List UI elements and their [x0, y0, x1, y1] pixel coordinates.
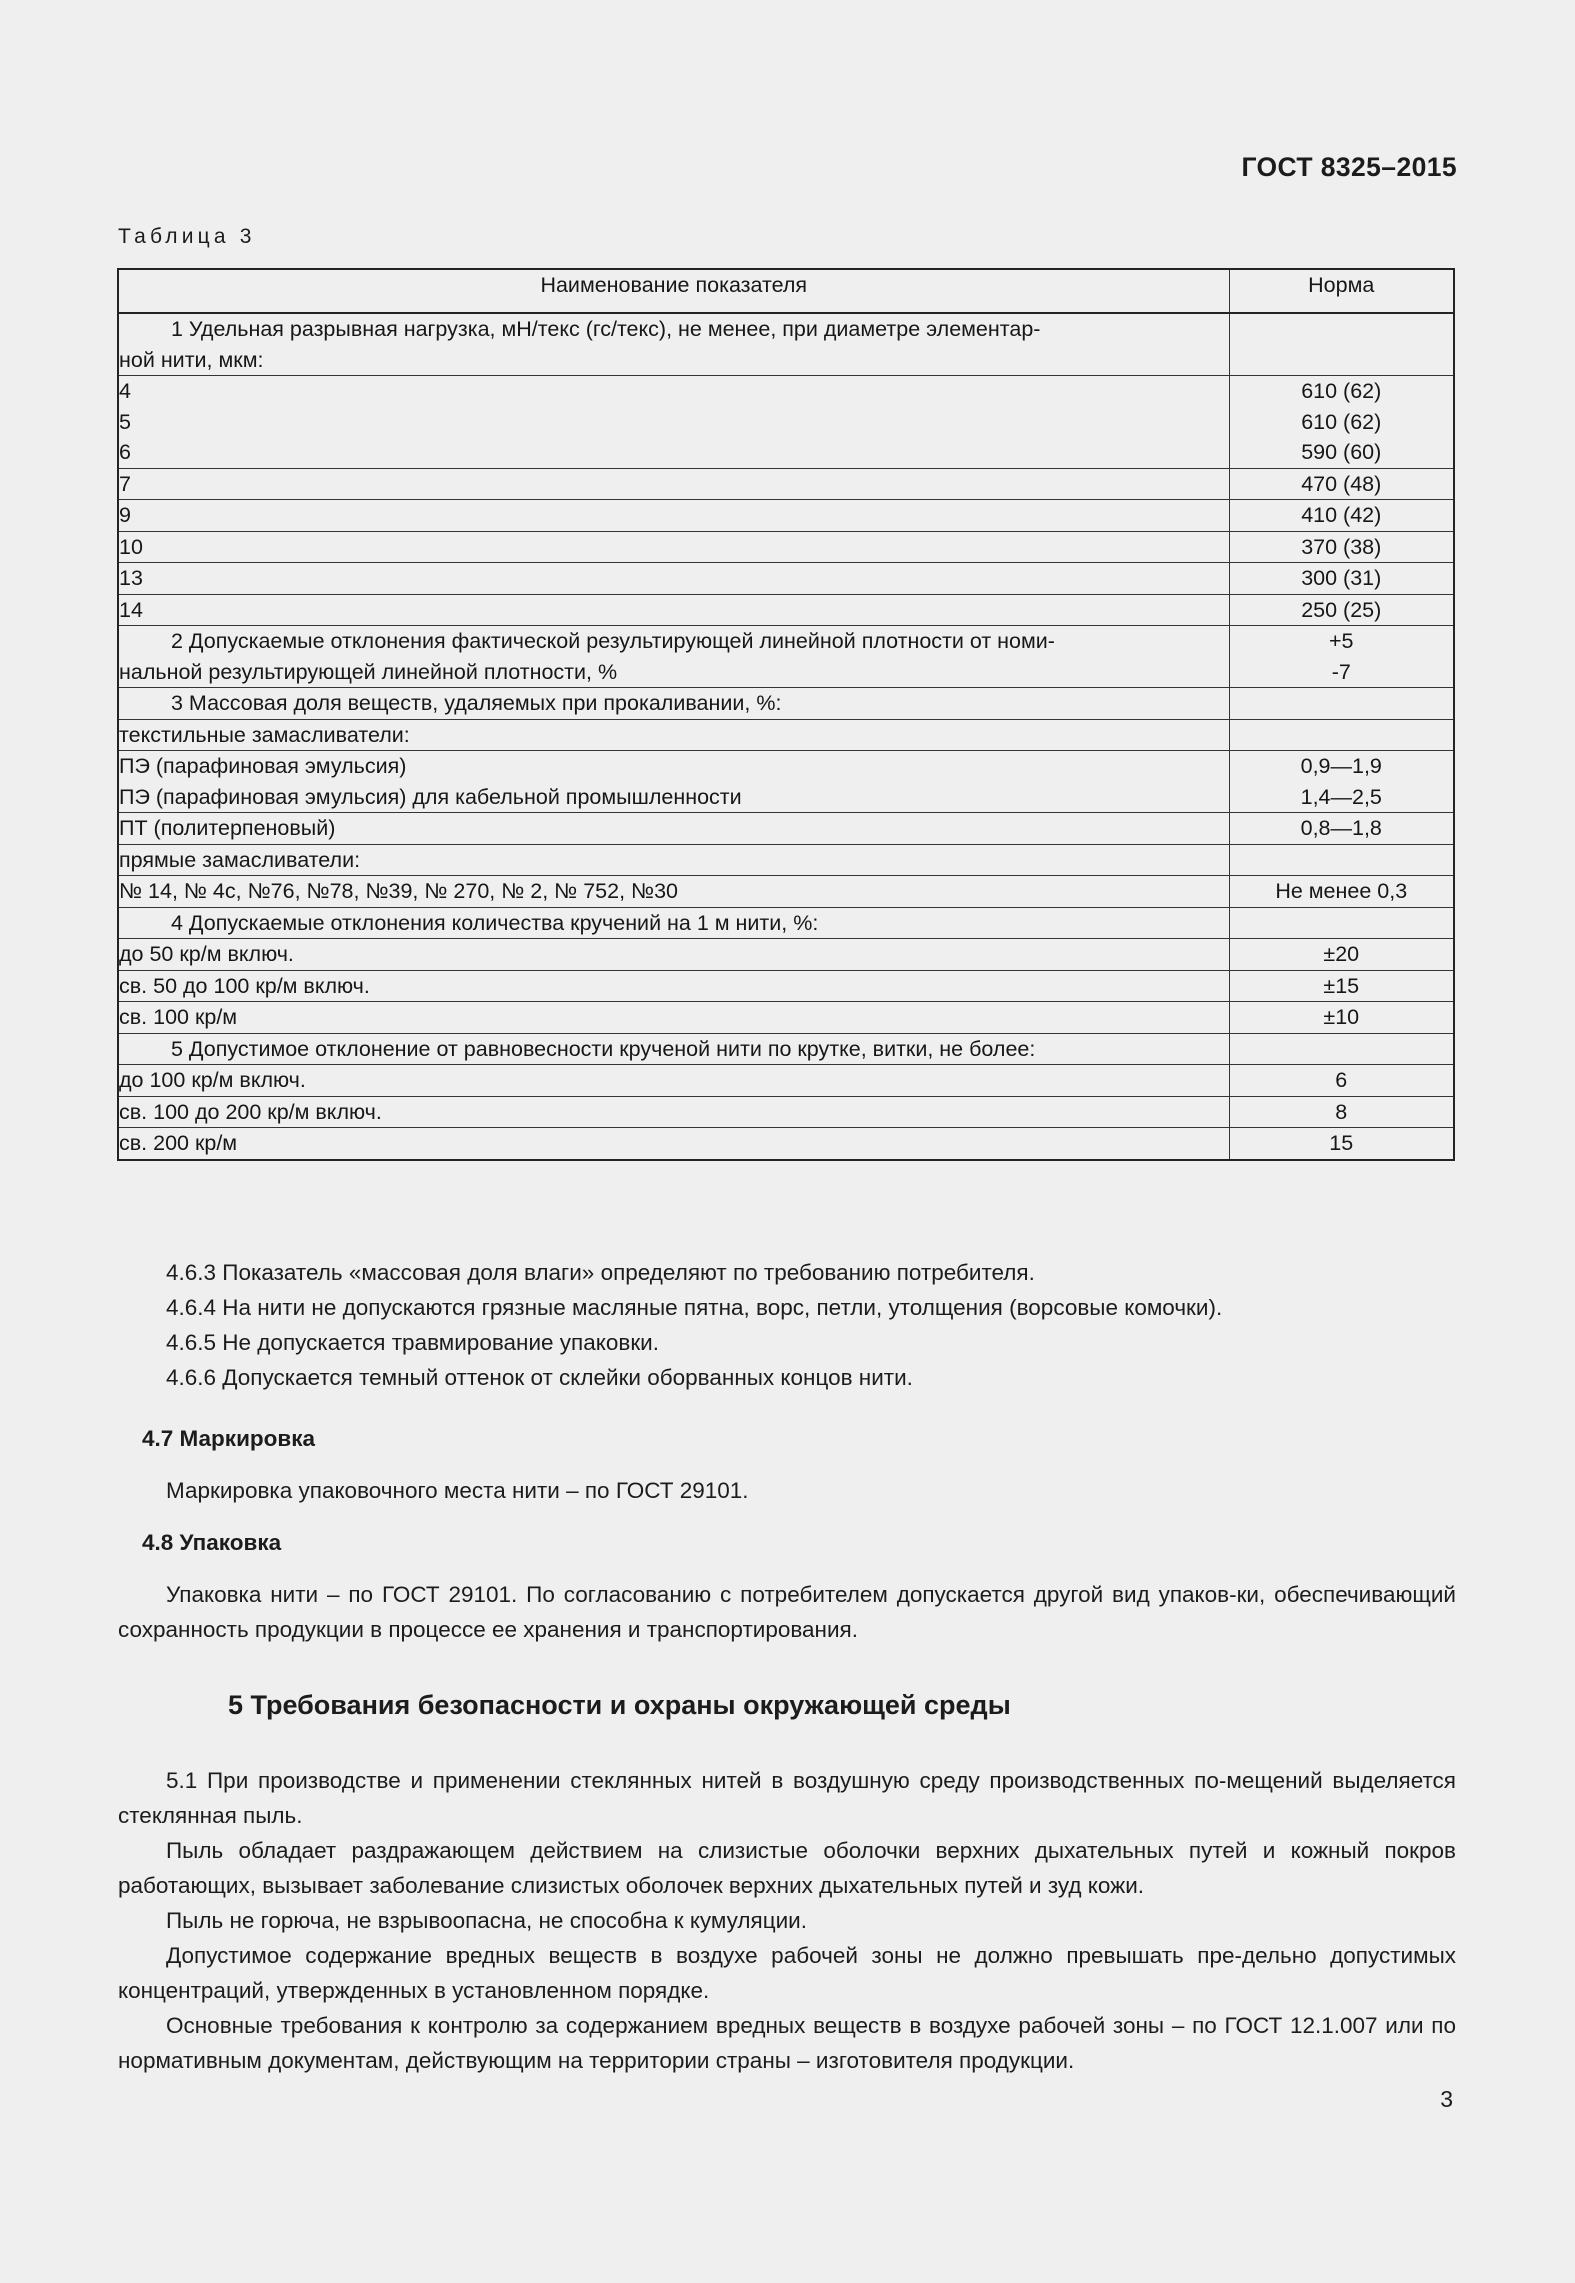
- table-cell-value: [1229, 688, 1454, 720]
- paragraph-5-2: Пыль обладает раздражающем действием на слизистые оболочки верхних дыхательных путей и кожный покров работающих, вызывает заболевание слизистых оболочек верхних дыхательных путей и зуд кожи.: [118, 1838, 1456, 1898]
- table-row: [118, 468, 1454, 500]
- table-cell-value: [1229, 719, 1454, 751]
- table-cell-label: № 14, № 4с, №76, №78, №39, № 270, № 2, № 752, №30: [118, 876, 1229, 908]
- specification-table: [117, 268, 1455, 1161]
- table-cell-value: 250 (25): [1229, 594, 1454, 626]
- table-cell-label: 9: [118, 500, 1229, 532]
- table-cell-value: ±15: [1229, 970, 1454, 1002]
- heading-4-8: 4.8 Упаковка: [142, 1530, 282, 1555]
- table-cell-label: 4 Допускаемые отклонения количества кручений на 1 м нити, %:: [118, 907, 1229, 939]
- paragraph-4-6-6: 4.6.6 Допускается темный оттенок от склейки оборванных концов нити.: [166, 1365, 913, 1390]
- table-row: [118, 907, 1454, 939]
- table-cell-label: 10: [118, 531, 1229, 563]
- table-cell-value: 470 (48): [1229, 468, 1454, 500]
- table-cell-label: 14: [118, 594, 1229, 626]
- paragraph-4-7: Маркировка упаковочного места нити – по ГОСТ 29101.: [166, 1478, 749, 1503]
- table-cell-value: [1229, 313, 1454, 376]
- table-row: [118, 594, 1454, 626]
- table-row: [118, 1002, 1454, 1034]
- table-cell-value: 0,9—1,9 1,4—2,5: [1229, 751, 1454, 813]
- table-cell-label: прямые замасливатели:: [118, 844, 1229, 876]
- table-row: [118, 688, 1454, 720]
- table-cell-value: 8: [1229, 1096, 1454, 1128]
- paragraph-4-8: Упаковка нити – по ГОСТ 29101. По согласованию с потребителем допускается другой вид упаков-ки, обеспечивающий сохранность продукции в процессе ее хранения и транспортирования.: [118, 1582, 1456, 1642]
- table-row: [118, 1065, 1454, 1097]
- table-row: [118, 844, 1454, 876]
- table-cell-value: Не менее 0,3: [1229, 876, 1454, 908]
- table-cell-label: св. 100 до 200 кр/м включ.: [118, 1096, 1229, 1128]
- table-cell-value: 0,8—1,8: [1229, 813, 1454, 845]
- table-row: [118, 939, 1454, 971]
- table-row: [118, 376, 1454, 469]
- table-cell-value: 300 (31): [1229, 563, 1454, 595]
- table-row: [118, 626, 1454, 688]
- table-cell-value: 15: [1229, 1128, 1454, 1160]
- table-cell-label: до 50 кр/м включ.: [118, 939, 1229, 971]
- table-row: [118, 876, 1454, 908]
- table-cell-value: 410 (42): [1229, 500, 1454, 532]
- table-cell-label: ПТ (политерпеновый): [118, 813, 1229, 845]
- table-row: [118, 1128, 1454, 1160]
- table-cell-label: св. 200 кр/м: [118, 1128, 1229, 1160]
- paragraph-5-1: 5.1 При производстве и применении стеклянных нитей в воздушную среду производственных по-мещений выделяется стеклянная пыль.: [118, 1768, 1456, 1828]
- table-caption: Таблица 3: [118, 225, 256, 248]
- table-cell-value: ±10: [1229, 1002, 1454, 1034]
- page-header-standard-number: ГОСТ 8325–2015: [1241, 152, 1457, 182]
- table-row: [118, 1096, 1454, 1128]
- table-cell-label: 1 Удельная разрывная нагрузка, мН/текс (гс/текс), не менее, при диаметре элементар- ной нити, мкм:: [118, 313, 1229, 376]
- table-cell-label: до 100 кр/м включ.: [118, 1065, 1229, 1097]
- table-cell-label: 5 Допустимое отклонение от равновесности крученой нити по крутке, витки, не более:: [118, 1033, 1229, 1065]
- table-row: [118, 563, 1454, 595]
- table-header-row: [118, 269, 1454, 313]
- table-row: [118, 500, 1454, 532]
- paragraph-5-4: Допустимое содержание вредных веществ в воздухе рабочей зоны не должно превышать пре-дельно допустимых концентраций, утвержденных в установленном порядке.: [118, 1943, 1456, 2003]
- table-row: [118, 1033, 1454, 1065]
- table-cell-label: 3 Массовая доля веществ, удаляемых при прокаливании, %:: [118, 688, 1229, 720]
- table-row: [118, 313, 1454, 376]
- table-cell-label: св. 100 кр/м: [118, 1002, 1229, 1034]
- paragraph-4-6-5: 4.6.5 Не допускается травмирование упаковки.: [166, 1330, 659, 1355]
- table-row: [118, 970, 1454, 1002]
- table-header-cell: Норма: [1229, 269, 1454, 313]
- table-cell-value: [1229, 844, 1454, 876]
- table-cell-label: текстильные замасливатели:: [118, 719, 1229, 751]
- paragraph-4-6-4: 4.6.4 На нити не допускаются грязные масляные пятна, ворс, петли, утолщения (ворсовые комочки).: [166, 1295, 1223, 1320]
- table-row: [118, 531, 1454, 563]
- table-row: [118, 719, 1454, 751]
- table-cell-value: 370 (38): [1229, 531, 1454, 563]
- table-row: [118, 813, 1454, 845]
- table-cell-label: 4 5 6: [118, 376, 1229, 469]
- paragraph-5-3: Пыль не горюча, не взрывоопасна, не способна к кумуляции.: [166, 1908, 807, 1933]
- table-cell-value: 6: [1229, 1065, 1454, 1097]
- table-row: [118, 751, 1454, 813]
- table-cell-label: 13: [118, 563, 1229, 595]
- table-cell-value: [1229, 1033, 1454, 1065]
- table-cell-label: ПЭ (парафиновая эмульсия) ПЭ (парафиновая эмульсия) для кабельной промышленности: [118, 751, 1229, 813]
- table-cell-label: св. 50 до 100 кр/м включ.: [118, 970, 1229, 1002]
- table-cell-label: 2 Допускаемые отклонения фактической результирующей линейной плотности от номи- нальной результирующей линейной плотности, %: [118, 626, 1229, 688]
- table-cell-value: ±20: [1229, 939, 1454, 971]
- table-cell-value: +5 -7: [1229, 626, 1454, 688]
- table-header-cell: Наименование показателя: [118, 269, 1229, 313]
- table-cell-value: 610 (62) 610 (62) 590 (60): [1229, 376, 1454, 469]
- paragraph-4-6-3: 4.6.3 Показатель «массовая доля влаги» определяют по требованию потребителя.: [166, 1260, 1035, 1285]
- paragraph-5-5: Основные требования к контролю за содержанием вредных веществ в воздухе рабочей зоны – по ГОСТ 12.1.007 или по нормативным документам, действующим на территории страны – изготовителя продукции.: [118, 2013, 1456, 2073]
- body-content: [118, 1255, 1456, 2078]
- table-cell-label: 7: [118, 468, 1229, 500]
- heading-4-7: 4.7 Маркировка: [142, 1426, 315, 1451]
- heading-section-5: 5 Требования безопасности и охраны окружающей среды: [228, 1690, 1011, 1720]
- table-cell-value: [1229, 907, 1454, 939]
- page-number: 3: [1440, 2086, 1453, 2112]
